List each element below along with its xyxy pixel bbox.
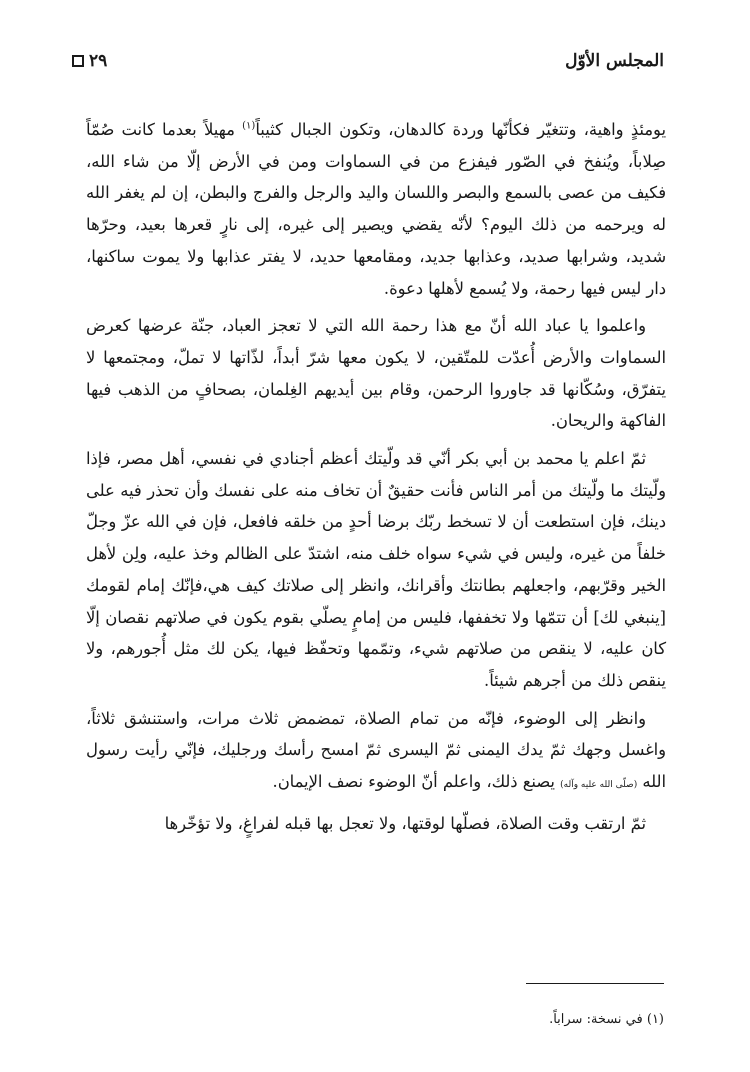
paragraph-1-text-a: يومئذٍ واهية، وتتغيّر فكأنّها وردة كالدهان، وتكون الجبال كثيباً: [255, 120, 666, 139]
page-number: [72, 51, 107, 71]
footnote: (١) في نسخة: سراباً.: [549, 1012, 664, 1027]
paragraph-5: ثمّ ارتقب وقت الصلاة، فصلّها لوقتها، ولا تعجل بها قبله لفراغٍ، ولا تؤخّرها: [164, 813, 646, 833]
page-marker-square-icon: [72, 55, 84, 67]
paragraph-4: [86, 703, 666, 802]
paragraph-4-text-a: وانظر إلى الوضوء، فإنّه من تمام الصلاة، تمضمض ثلاث مرات، واستنشق ثلاثاً، واغسل وجهك ثمّ يدك اليمنى ثمّ اليسرى ثمّ امسح رأسك ورجليك، فإنّي رأيت رسول الله: [86, 708, 666, 792]
paragraph-2: واعلموا يا عباد الله أنّ مع هذا رحمة الله التي لا تعجز العباد، جنّة عرضها كعرض السماوات والأرض أُعدّت للمتّقين، لا يكون معها شرّ أبداً، لذّاتها لا تملّ، ومجتمعها لا يتفرّق، وسُكّانها قد جاوروا الرحمن، وقام بين أيديهم الغِلمان، بصحافٍ من الذهب فيها الفاكهة والريحان.: [86, 316, 666, 431]
paragraph-3: ثمّ اعلم يا محمد بن أبي بكر أنّي قد ولّيتك أعظم أجنادي في نفسي، أهل مصر، فإذا ولّيتك ما ولّيتك من أمر الناس فأنت حقيقٌ أن تخاف منه على نفسك وأن تحذر فيه على دينك، فإن استطعت أن لا تسخط ربّك برضا أحدٍ من خلقه فافعل، فإن في الله عزّ وجلّ خلفاً من غيره، وليس في شيء سواه خلف منه، اشتدّ على الظالم وخذ عليه، ولِن لأهل الخير وقرّبهم، واجعلهم بطانتك وأقرانك، وانظر إلى صلاتك كيف هي،فإنّك إمام لقومك [ينبغي لك] أن تتمّها ولا تخففها، فليس من إمامٍ يصلّي بقوم يكون في صلاتهم نقصان إلّا كان عليه، لا ينقص من صلاتهم شيء، وتمّمها وتحفّظ فيها، يكن لك مثل أُجورهم، ولا ينقص ذلك من أجرهم شيئاً.: [86, 449, 666, 690]
footnote-reference-1: (١): [242, 120, 256, 132]
paragraph-4-text-b: يصنع ذلك، واعلم أنّ الوضوء نصف الإيمان.: [272, 772, 561, 792]
footnote-divider: [526, 983, 664, 984]
page-header: [72, 46, 664, 76]
honorific-formula: (صلّى الله عليه وآله): [560, 780, 638, 791]
paragraph-1: [86, 114, 666, 304]
chapter-title: المجلس الأوّل: [565, 51, 664, 71]
paragraph-1-text-b: مهيلاً بعدما كانت صُمّاً صِلاباً، ويُنفخ في الصّور فيفزع من في السماوات ومن في الأرض إلّا من شاء الله، فكيف من عصى بالسمع والبصر واللسان واليد والرجل والفرج والبطن، إن لم يغفر الله له ويرحمه من ذلك اليوم؟ لأنّه يقضي ويصير إلى غيره، إلى نارٍ قعرها بعيد، وحرّها شديد، وشرابها صديد، وعذابها جديد، ومقامعها حديد، لا يفتر عذابها ولا يموت ساكنها، دار ليس فيها رحمة، ولا يُسمع لأهلها دعوة.: [86, 120, 666, 298]
page-number-value: ٢٩: [89, 51, 108, 71]
body-text: [86, 114, 666, 839]
